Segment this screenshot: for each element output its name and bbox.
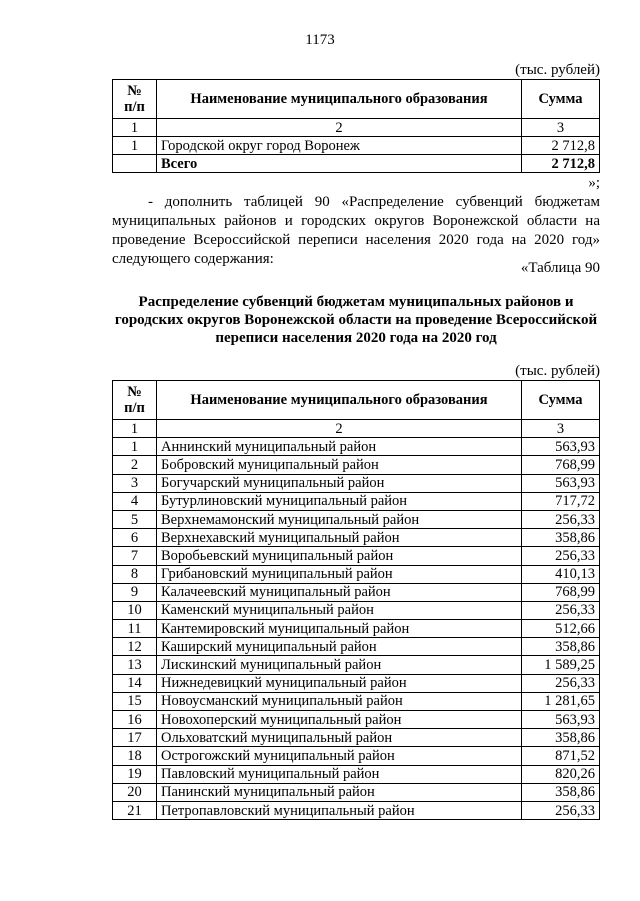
index-row: [113, 119, 600, 137]
row-name: Нижнедевицкий муниципальный район: [157, 674, 522, 692]
header-num: № п/п: [113, 381, 157, 420]
row-number: 6: [113, 529, 157, 547]
row-name: Аннинский муниципальный район: [157, 438, 522, 456]
total-label: Всего: [157, 155, 522, 173]
units-label-2: (тыс. рублей): [515, 363, 600, 379]
row-number: 19: [113, 765, 157, 783]
header-name: Наименование муниципального образования: [157, 80, 522, 119]
row-number: 16: [113, 711, 157, 729]
row-sum: 358,86: [522, 638, 600, 656]
body-paragraph: - дополнить таблицей 90 «Распределение субвенций бюджетам муниципальных районов и городских округов Воронежской области на проведение Всероссийской переписи населения 2020 года на 2020 год» следующего содержания:: [112, 194, 600, 267]
row-name: Острогожский муниципальный район: [157, 747, 522, 765]
row-sum: 563,93: [522, 711, 600, 729]
row-number: 9: [113, 583, 157, 601]
table-label: «Таблица 90: [520, 260, 600, 276]
header-sum: Сумма: [522, 381, 600, 420]
header-sum: Сумма: [522, 80, 600, 119]
row-number: 3: [113, 474, 157, 492]
index-cell: 2: [157, 119, 522, 137]
table-row: [113, 747, 600, 765]
index-row: [113, 420, 600, 438]
row-name: Верхнехавский муниципальный район: [157, 529, 522, 547]
row-number: 12: [113, 638, 157, 656]
row-name: Кантемировский муниципальный район: [157, 620, 522, 638]
row-sum: 871,52: [522, 747, 600, 765]
table-row: [113, 692, 600, 710]
page-number: 1173: [305, 32, 335, 48]
table-1: [112, 79, 600, 173]
row-number: 10: [113, 601, 157, 619]
quote-close: »;: [588, 175, 600, 191]
table-row: [113, 620, 600, 638]
table-row: [113, 438, 600, 456]
index-cell: 1: [113, 420, 157, 438]
row-sum: 768,99: [522, 456, 600, 474]
row-number: 7: [113, 547, 157, 565]
row-sum: 410,13: [522, 565, 600, 583]
index-cell: 1: [113, 119, 157, 137]
table-row: [113, 474, 600, 492]
table-row: [113, 492, 600, 510]
row-sum: 512,66: [522, 620, 600, 638]
row-sum: 768,99: [522, 583, 600, 601]
row-number: 21: [113, 801, 157, 819]
row-name: Лискинский муниципальный район: [157, 656, 522, 674]
row-sum: 1 589,25: [522, 656, 600, 674]
table-row: [113, 529, 600, 547]
table-row: [113, 674, 600, 692]
row-number: 5: [113, 510, 157, 528]
row-number: 15: [113, 692, 157, 710]
table-row: [113, 510, 600, 528]
table-row: [113, 456, 600, 474]
row-number: 1: [113, 438, 157, 456]
row-sum: 256,33: [522, 547, 600, 565]
total-sum: 2 712,8: [522, 155, 600, 173]
row-number: 18: [113, 747, 157, 765]
row-number: 20: [113, 783, 157, 801]
table-row: [113, 565, 600, 583]
row-number: 13: [113, 656, 157, 674]
header-num: № п/п: [113, 80, 157, 119]
row-number: 11: [113, 620, 157, 638]
row-sum: 717,72: [522, 492, 600, 510]
table-row: [113, 729, 600, 747]
table-heading: Распределение субвенций бюджетам муниципальных районов и городских округов Воронежской области на проведение Всероссийской переписи населения 2020 года на 2020 год: [114, 294, 598, 346]
row-sum: 2 712,8: [522, 137, 600, 155]
table-row: [113, 801, 600, 819]
row-number: 4: [113, 492, 157, 510]
row-name: Панинский муниципальный район: [157, 783, 522, 801]
row-name: Богучарский муниципальный район: [157, 474, 522, 492]
total-row: [113, 155, 600, 173]
row-name: Павловский муниципальный район: [157, 765, 522, 783]
row-name: Каменский муниципальный район: [157, 601, 522, 619]
header-name: Наименование муниципального образования: [157, 381, 522, 420]
row-name: Бутурлиновский муниципальный район: [157, 492, 522, 510]
row-name: Ольховатский муниципальный район: [157, 729, 522, 747]
row-sum: 563,93: [522, 438, 600, 456]
row-name: Бобровский муниципальный район: [157, 456, 522, 474]
row-sum: 256,33: [522, 801, 600, 819]
row-sum: 820,26: [522, 765, 600, 783]
row-sum: 563,93: [522, 474, 600, 492]
row-sum: 256,33: [522, 510, 600, 528]
table-row: [113, 547, 600, 565]
row-number: 2: [113, 456, 157, 474]
total-empty: [113, 155, 157, 173]
table-row: [113, 137, 600, 155]
table-row: [113, 783, 600, 801]
row-sum: 256,33: [522, 601, 600, 619]
row-name: Грибановский муниципальный район: [157, 565, 522, 583]
row-sum: 358,86: [522, 729, 600, 747]
table-row: [113, 583, 600, 601]
row-sum: 358,86: [522, 529, 600, 547]
row-name: Новоусманский муниципальный район: [157, 692, 522, 710]
row-name: Новохоперский муниципальный район: [157, 711, 522, 729]
index-cell: 3: [522, 420, 600, 438]
row-number: 14: [113, 674, 157, 692]
row-number: 1: [113, 137, 157, 155]
table-row: [113, 656, 600, 674]
table-row: [113, 765, 600, 783]
table-row: [113, 638, 600, 656]
row-name: Калачеевский муниципальный район: [157, 583, 522, 601]
row-sum: 1 281,65: [522, 692, 600, 710]
row-name: Воробьевский муниципальный район: [157, 547, 522, 565]
units-label-1: (тыс. рублей): [515, 62, 600, 78]
table-row: [113, 711, 600, 729]
row-name: Петропавловский муниципальный район: [157, 801, 522, 819]
row-sum: 358,86: [522, 783, 600, 801]
row-name: Каширский муниципальный район: [157, 638, 522, 656]
row-sum: 256,33: [522, 674, 600, 692]
row-number: 17: [113, 729, 157, 747]
table-1-body: [113, 119, 600, 173]
index-cell: 2: [157, 420, 522, 438]
row-name: Городской округ город Воронеж: [157, 137, 522, 155]
table-row: [113, 601, 600, 619]
table-2: [112, 380, 600, 820]
row-number: 8: [113, 565, 157, 583]
index-cell: 3: [522, 119, 600, 137]
row-name: Верхнемамонский муниципальный район: [157, 510, 522, 528]
table-2-body: [113, 420, 600, 820]
